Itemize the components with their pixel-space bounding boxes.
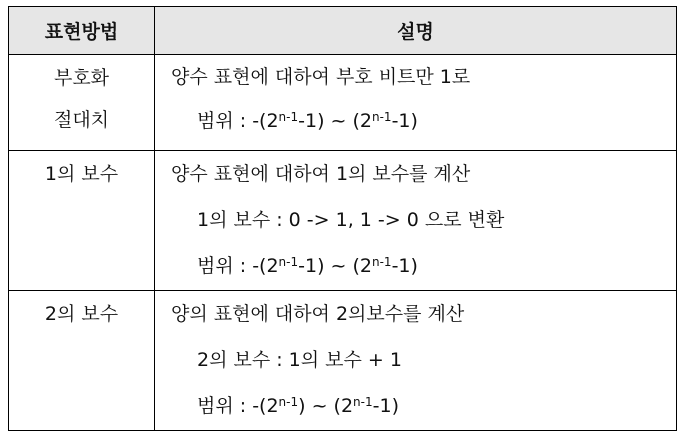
description-cell bbox=[155, 151, 677, 291]
method-label: 부호화 bbox=[53, 67, 110, 89]
method-label: 2의 보수 bbox=[44, 303, 119, 325]
description-line: 1의 보수 : 0 -> 1, 1 -> 0 으로 변환 bbox=[197, 209, 505, 231]
description-line: 양수 표현에 대하여 부호 비트만 1로 bbox=[171, 66, 471, 88]
range-label: 범위 : -(2 bbox=[197, 255, 279, 277]
range-label: 범위 : -(2 bbox=[197, 395, 279, 417]
range-label: 범위 : -(2 bbox=[197, 110, 279, 132]
description-line: 양의 표현에 대하여 2의보수를 계산 bbox=[171, 303, 465, 325]
range-exponent: n-1 bbox=[278, 395, 299, 409]
method-cell bbox=[9, 151, 155, 291]
range-middle: ) ~ (2 bbox=[298, 395, 354, 417]
table-row bbox=[9, 291, 677, 431]
range-exponent: n-1 bbox=[353, 395, 373, 409]
header-method: 표현방법 bbox=[9, 7, 155, 55]
range-middle: -1) ~ (2 bbox=[298, 110, 372, 132]
table-row bbox=[9, 151, 677, 291]
range-line bbox=[155, 99, 676, 143]
range-end: -1) bbox=[391, 255, 418, 277]
range-exponent: n-1 bbox=[278, 255, 299, 269]
description-cell bbox=[155, 55, 677, 151]
range-middle: -1) ~ (2 bbox=[298, 255, 372, 277]
representation-table bbox=[8, 6, 677, 431]
method-label: 1의 보수 bbox=[44, 163, 119, 185]
range-end: -1) bbox=[372, 395, 399, 417]
range-line bbox=[155, 383, 676, 429]
range-exponent: n-1 bbox=[278, 110, 299, 124]
method-cell bbox=[9, 55, 155, 151]
description-line: 양수 표현에 대하여 1의 보수를 계산 bbox=[171, 163, 471, 185]
method-label: 절대치 bbox=[53, 109, 110, 131]
range-exponent: n-1 bbox=[371, 110, 392, 124]
header-row bbox=[9, 7, 677, 55]
method-cell bbox=[9, 291, 155, 431]
range-line bbox=[155, 243, 676, 289]
description-cell bbox=[155, 291, 677, 431]
range-exponent: n-1 bbox=[371, 255, 392, 269]
description-line: 2의 보수 : 1의 보수 + 1 bbox=[197, 349, 402, 371]
table-row bbox=[9, 55, 677, 151]
range-end: -1) bbox=[391, 110, 418, 132]
header-description: 설명 bbox=[155, 7, 677, 55]
